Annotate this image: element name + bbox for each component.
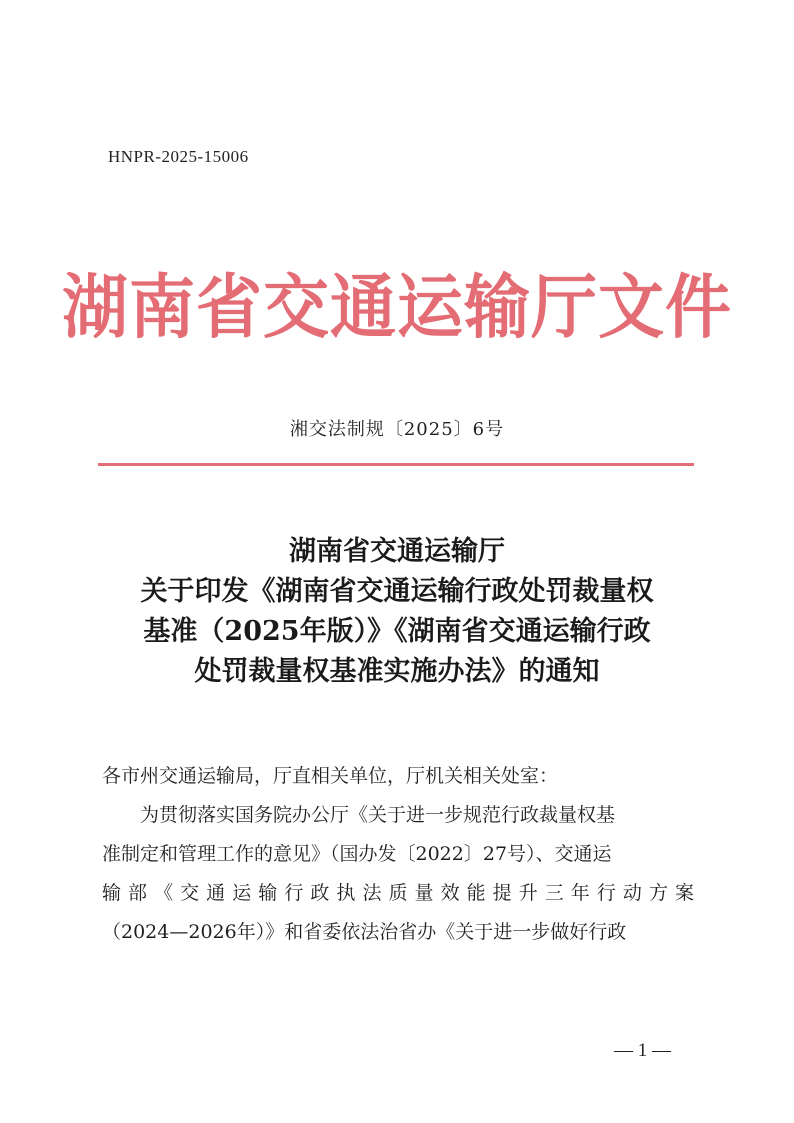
body-line-3: 输部《交通运输行政执法质量效能提升三年行动方案	[102, 882, 694, 904]
title-line-1: 湖南省交通运输厅	[289, 536, 505, 567]
page-number: — 1 —	[614, 1040, 671, 1061]
document-id: HNPR-2025-15006	[108, 147, 249, 166]
title-line-3: 基准（2025年版）》《湖南省交通运输行政	[143, 616, 651, 647]
document-title	[0, 532, 794, 692]
body-line-2: 准制定和管理工作的意见》（国办发〔2022〕27号）、交通运	[102, 843, 612, 865]
red-divider-line	[98, 463, 694, 466]
addressee-line: 各市州交通运输局，厅直相关单位，厅机关相关处室：	[102, 765, 559, 787]
document-body	[102, 757, 694, 952]
issuing-authority-header: 湖南省交通运输厅文件	[62, 266, 732, 348]
document-number: 湘交法制规〔2025〕6号	[289, 419, 505, 440]
body-line-1: 为贯彻落实国务院办公厅《关于进一步规范行政裁量权基	[102, 804, 616, 826]
title-line-2: 关于印发《湖南省交通运输行政处罚裁量权	[140, 576, 654, 607]
title-line-4: 处罚裁量权基准实施办法》的通知	[194, 656, 600, 687]
body-line-4: （2024—2026年）》和省委依法治省办《关于进一步做好行政	[102, 921, 627, 943]
